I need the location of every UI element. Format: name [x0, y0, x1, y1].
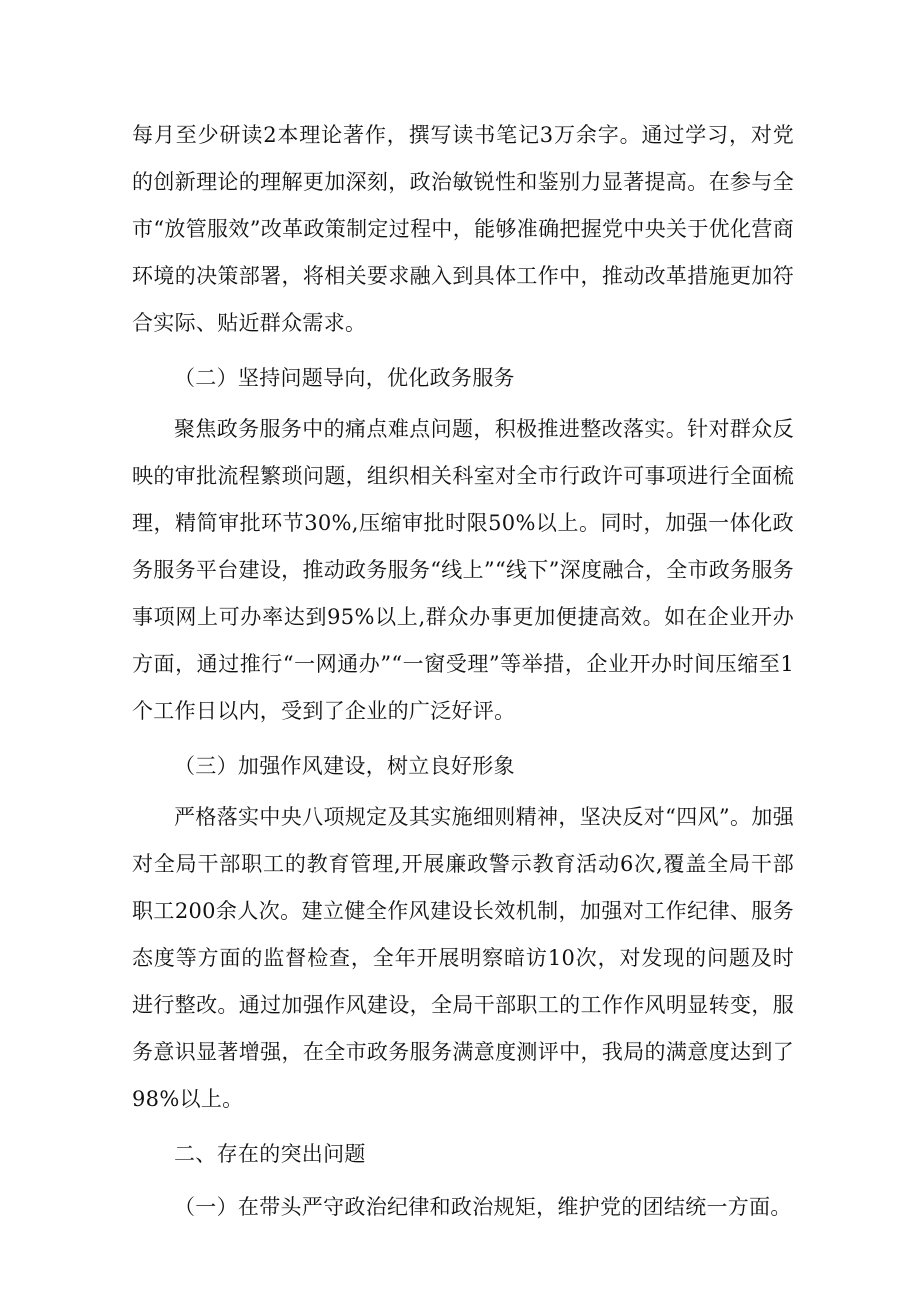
heading-problems: 二、存在的突出问题 [174, 1142, 366, 1166]
paragraph-conduct: 严格落实中央八项规定及其实施细则精神，坚决反对“四风”。加强对全局干部职工的教育管理,开展廉政警示教育活动6次,覆盖全局干部职工200余人次。建立健全作风建设长效机制，加强对工作纪律、服务态度等方面的监督检查，全年开展明察暗访10次，对发现的问题及时进行整改。通过加强作风建设，全局干部职工的工作作风明显转变，服务意识显著增强，在全市政务服务满意度测评中，我局的满意度达到了98%以上。 [132, 805, 794, 1111]
heading-section-3: （三）加强作风建设，树立良好形象 [174, 754, 515, 778]
heading-problem-1: （一）在带头严守政治纪律和政治规矩，维护党的团结统一方面。 [174, 1195, 792, 1219]
paragraph-services: 聚焦政务服务中的痛点难点问题，积极推进整改落实。针对群众反映的审批流程繁琐问题，组织相关科室对全市行政许可事项进行全面梳理，精简审批环节30%,压缩审批时限50%以上。同时，加强一体化政务服务平台建设，推动政务服务“线上”“线下”深度融合，全市政务服务事项网上可办率达到95%以上,群众办事更加便捷高效。如在企业开办方面，通过推行“一网通办”“一窗受理”等举措，企业开办时间压缩至1个工作日以内，受到了企业的广泛好评。 [132, 417, 794, 723]
paragraph-study: 每月至少研读2本理论著作，撰写读书笔记3万余字。通过学习，对党的创新理论的理解更加深刻，政治敏锐性和鉴别力显著提高。在参与全市“放管服效”改革政策制定过程中，能够准确把握党中央关于优化营商环境的决策部署，将相关要求融入到具体工作中，推动改革措施更加符合实际、贴近群众需求。 [132, 123, 794, 335]
heading-section-2: （二）坚持问题导向，优化政务服务 [174, 366, 515, 390]
document-body [132, 112, 794, 1235]
